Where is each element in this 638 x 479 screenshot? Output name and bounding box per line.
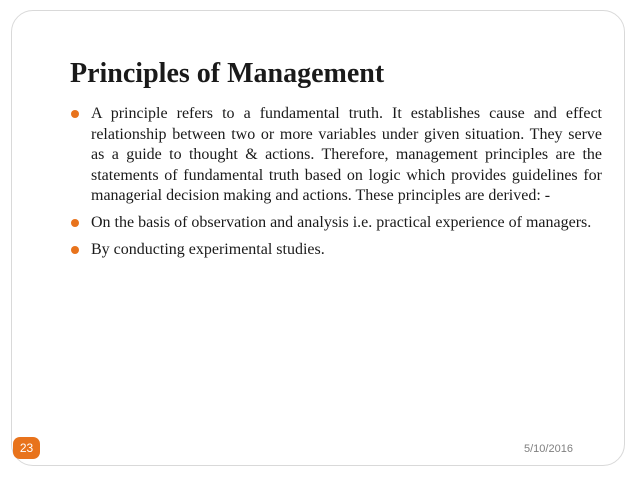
slide-date: 5/10/2016 <box>524 443 573 455</box>
bullet-text: A principle refers to a fundamental truth. It establishes cause and effect relationship between two or more variables under given situation. They serve as a guide to thought & actions. Therefore, management principles are the statements of fundamental truth based on logic which provides guidelines for managerial decision making and actions. These principles are derived: - <box>91 105 602 205</box>
bullet-dot-icon <box>71 246 79 254</box>
bullet-item <box>70 213 602 234</box>
bullet-text: On the basis of observation and analysis i.e. practical experience of managers. <box>91 213 592 231</box>
slide-title: Principles of Management <box>70 58 385 89</box>
bullet-text: By conducting experimental studies. <box>91 240 325 258</box>
slide-number-badge: 23 <box>13 437 40 459</box>
bullet-dot-icon <box>71 110 79 118</box>
bullet-dot-icon <box>71 219 79 227</box>
bullet-item <box>70 240 602 261</box>
bullet-list <box>70 104 602 266</box>
bullet-item <box>70 104 602 207</box>
